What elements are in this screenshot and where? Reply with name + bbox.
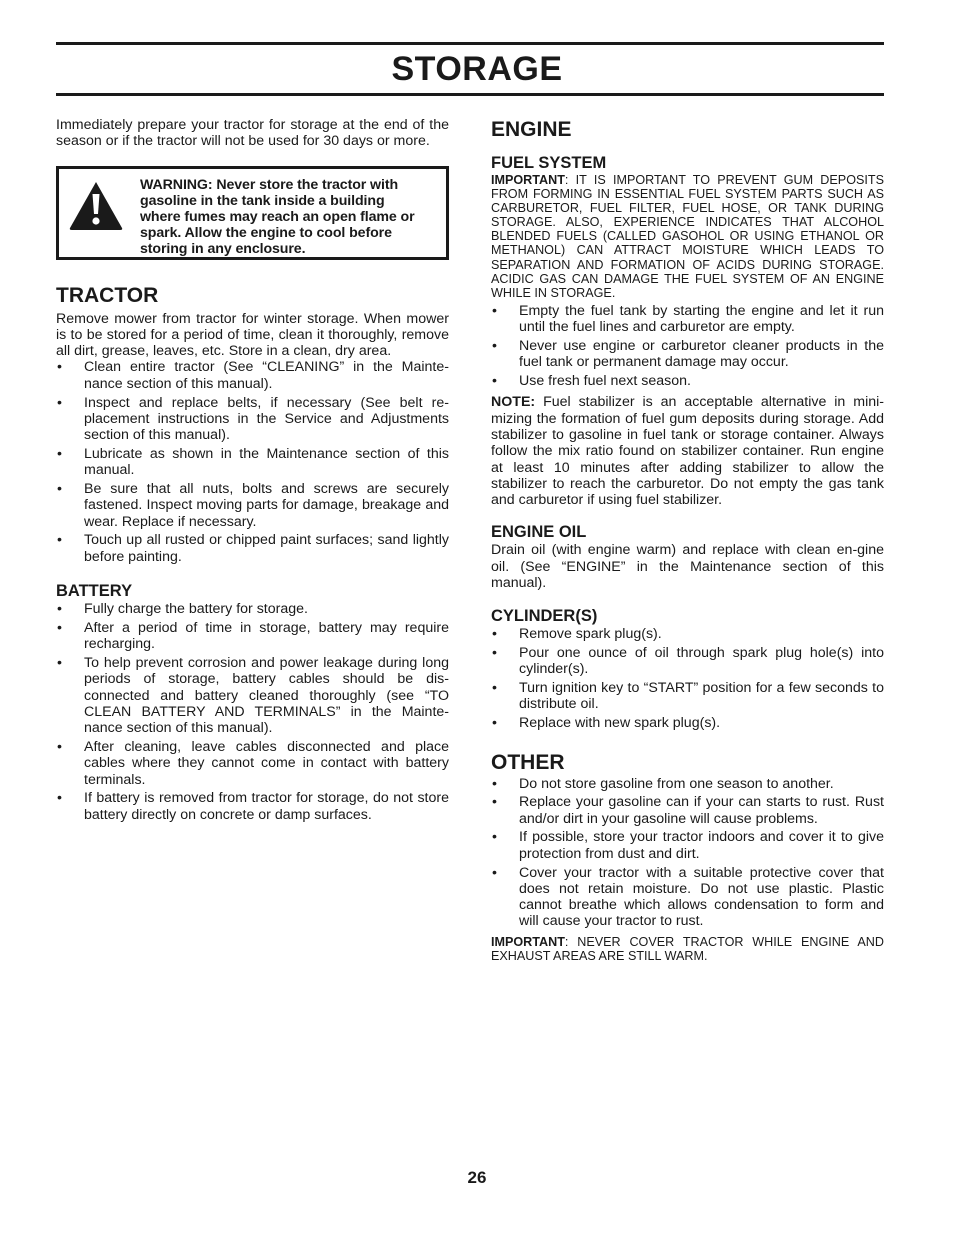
list-item: • Be sure that all nuts, bolts and screws are securely fastened. Inspect moving parts for damage, breakage and wear. Replace if necessary. <box>56 481 449 530</box>
list-item: • After cleaning, leave cables disconnected and place cables where they cannot come in contact with battery terminals. <box>56 739 449 788</box>
tractor-intro: Remove mower from tractor for winter storage. When mower is to be stored for a period of time, clean it thoroughly, remove all dirt, grease, leaves, etc. Store in a clean, dry area. <box>56 310 449 360</box>
list-item: • Fully charge the battery for storage. <box>56 601 449 617</box>
list-item: • Turn ignition key to “START” position for a few seconds to distribute oil. <box>491 680 884 713</box>
list-item: • Use fresh fuel next season. <box>491 373 884 389</box>
list-item: • Never use engine or carburetor cleaner products in the fuel tank or permanent damage may occur. <box>491 338 884 371</box>
left-column <box>56 117 449 825</box>
page-title: STORAGE <box>391 50 563 88</box>
list-item: • Replace with new spark plug(s). <box>491 715 884 731</box>
top-rule <box>56 42 884 45</box>
fuel-system-important <box>491 173 884 300</box>
other-list <box>491 776 884 930</box>
list-item: • After a period of time in storage, battery may require recharging. <box>56 620 449 653</box>
list-item: • To help prevent corrosion and power leakage during long periods of storage, battery cables should be dis-connected and battery cleaned thoroughly (see “TO CLEAN BATTERY AND TERMINALS” in the Mainte-nance section of this manual). <box>56 655 449 736</box>
engine-heading: ENGINE <box>491 118 572 141</box>
list-item: • Replace your gasoline can if your can starts to rust. Rust and/or dirt in your gasoline will cause problems. <box>491 794 884 827</box>
right-column <box>491 117 884 963</box>
warning-icon <box>68 180 124 232</box>
list-item: • Empty the fuel tank by starting the engine and let it run until the fuel lines and carburetor are empty. <box>491 303 884 336</box>
warning-text: WARNING: Never store the tractor with gasoline in the tank inside a building where fumes may reach an open flame or spark. Allow the engine to cool before storing in any enclosure. <box>140 176 415 258</box>
note-label: NOTE: <box>491 394 536 411</box>
list-item: • Pour one ounce of oil through spark plug hole(s) into cylinder(s). <box>491 645 884 678</box>
list-item: • Remove spark plug(s). <box>491 626 884 642</box>
tractor-heading: TRACTOR <box>56 283 159 307</box>
cylinders-list <box>491 626 884 731</box>
battery-list <box>56 601 449 823</box>
list-item: • Lubricate as shown in the Maintenance section of this manual. <box>56 446 449 479</box>
tractor-list <box>56 359 449 565</box>
other-important <box>491 935 884 963</box>
important-label: IMPORTANT <box>491 934 565 949</box>
other-heading: OTHER <box>491 750 565 774</box>
engine-oil-heading: ENGINE OIL <box>491 523 587 542</box>
fuel-system-list <box>491 303 884 389</box>
important-label: IMPORTANT <box>491 173 565 187</box>
cylinders-heading: CYLINDER(S) <box>491 607 598 626</box>
page-number: 26 <box>467 1168 487 1187</box>
important-text: : NEVER COVER TRACTOR WHILE ENGINE AND EXHAUST AREAS ARE STILL WARM. <box>491 934 884 963</box>
list-item: • Touch up all rusted or chipped paint surfaces; sand lightly before painting. <box>56 532 449 565</box>
list-item: • Cover your tractor with a suitable protective cover that does not retain moisture. Do not use plastic. Plastic cannot breathe which allows condensation to form and will cause your tractor to rust. <box>491 865 884 930</box>
list-item: • Do not store gasoline from one season to another. <box>491 776 884 792</box>
important-text: : IT IS IMPORTANT TO PREVENT GUM DEPOSITS FROM FORMING IN ESSENTIAL FUEL SYSTEM PARTS SUCH AS CARBURETOR, FUEL FILTER, FUEL HOSE, OR TANK DURING STORAGE. ALSO, EXPERIENCE INDICATES THAT ALCOHOL BLENDED FUELS (CALLED GASOHOL OR USING ETHANOL OR METHANOL) CAN ATTRACT MOISTURE WHICH LEADS TO SEPARATION AND FORMATION OF ACIDS DURING STORAGE. ACIDIC GAS CAN DAMAGE THE FUEL SYSTEM OF AN ENGINE WHILE IN STORAGE. <box>491 173 884 300</box>
note-text: Fuel stabilizer is an acceptable alternative in mini-mizing the formation of fuel gum deposits during storage. Add stabilizer to gasoline in fuel tank or storage container. Always follow the mix ratio found on stabilizer container. Run engine at least 10 minutes after adding stabilizer to allow the stabilizer to reach the carburetor. Do not empty the gas tank and carburetor if using fuel stabilizer. <box>491 394 884 509</box>
fuel-note <box>491 394 884 508</box>
battery-heading: BATTERY <box>56 582 133 601</box>
intro-paragraph: Immediately prepare your tractor for storage at the end of the season or if the tractor will not be used for 30 days or more. <box>56 117 449 150</box>
list-item: • Clean entire tractor (See “CLEANING” in the Mainte-nance section of this manual). <box>56 359 449 392</box>
warning-box <box>56 166 449 260</box>
fuel-system-heading: FUEL SYSTEM <box>491 154 607 172</box>
bottom-rule <box>56 93 884 96</box>
list-item: • Inspect and replace belts, if necessary (See belt re-placement instructions in the Service and Adjustments section of this manual). <box>56 395 449 444</box>
list-item: • If battery is removed from tractor for storage, do not store battery directly on concrete or damp surfaces. <box>56 790 449 823</box>
engine-oil-text: Drain oil (with engine warm) and replace with clean en-gine oil. (See “ENGINE” in the Maintenance section of this manual). <box>491 542 884 591</box>
list-item: • If possible, store your tractor indoors and cover it to give protection from dust and dirt. <box>491 829 884 862</box>
